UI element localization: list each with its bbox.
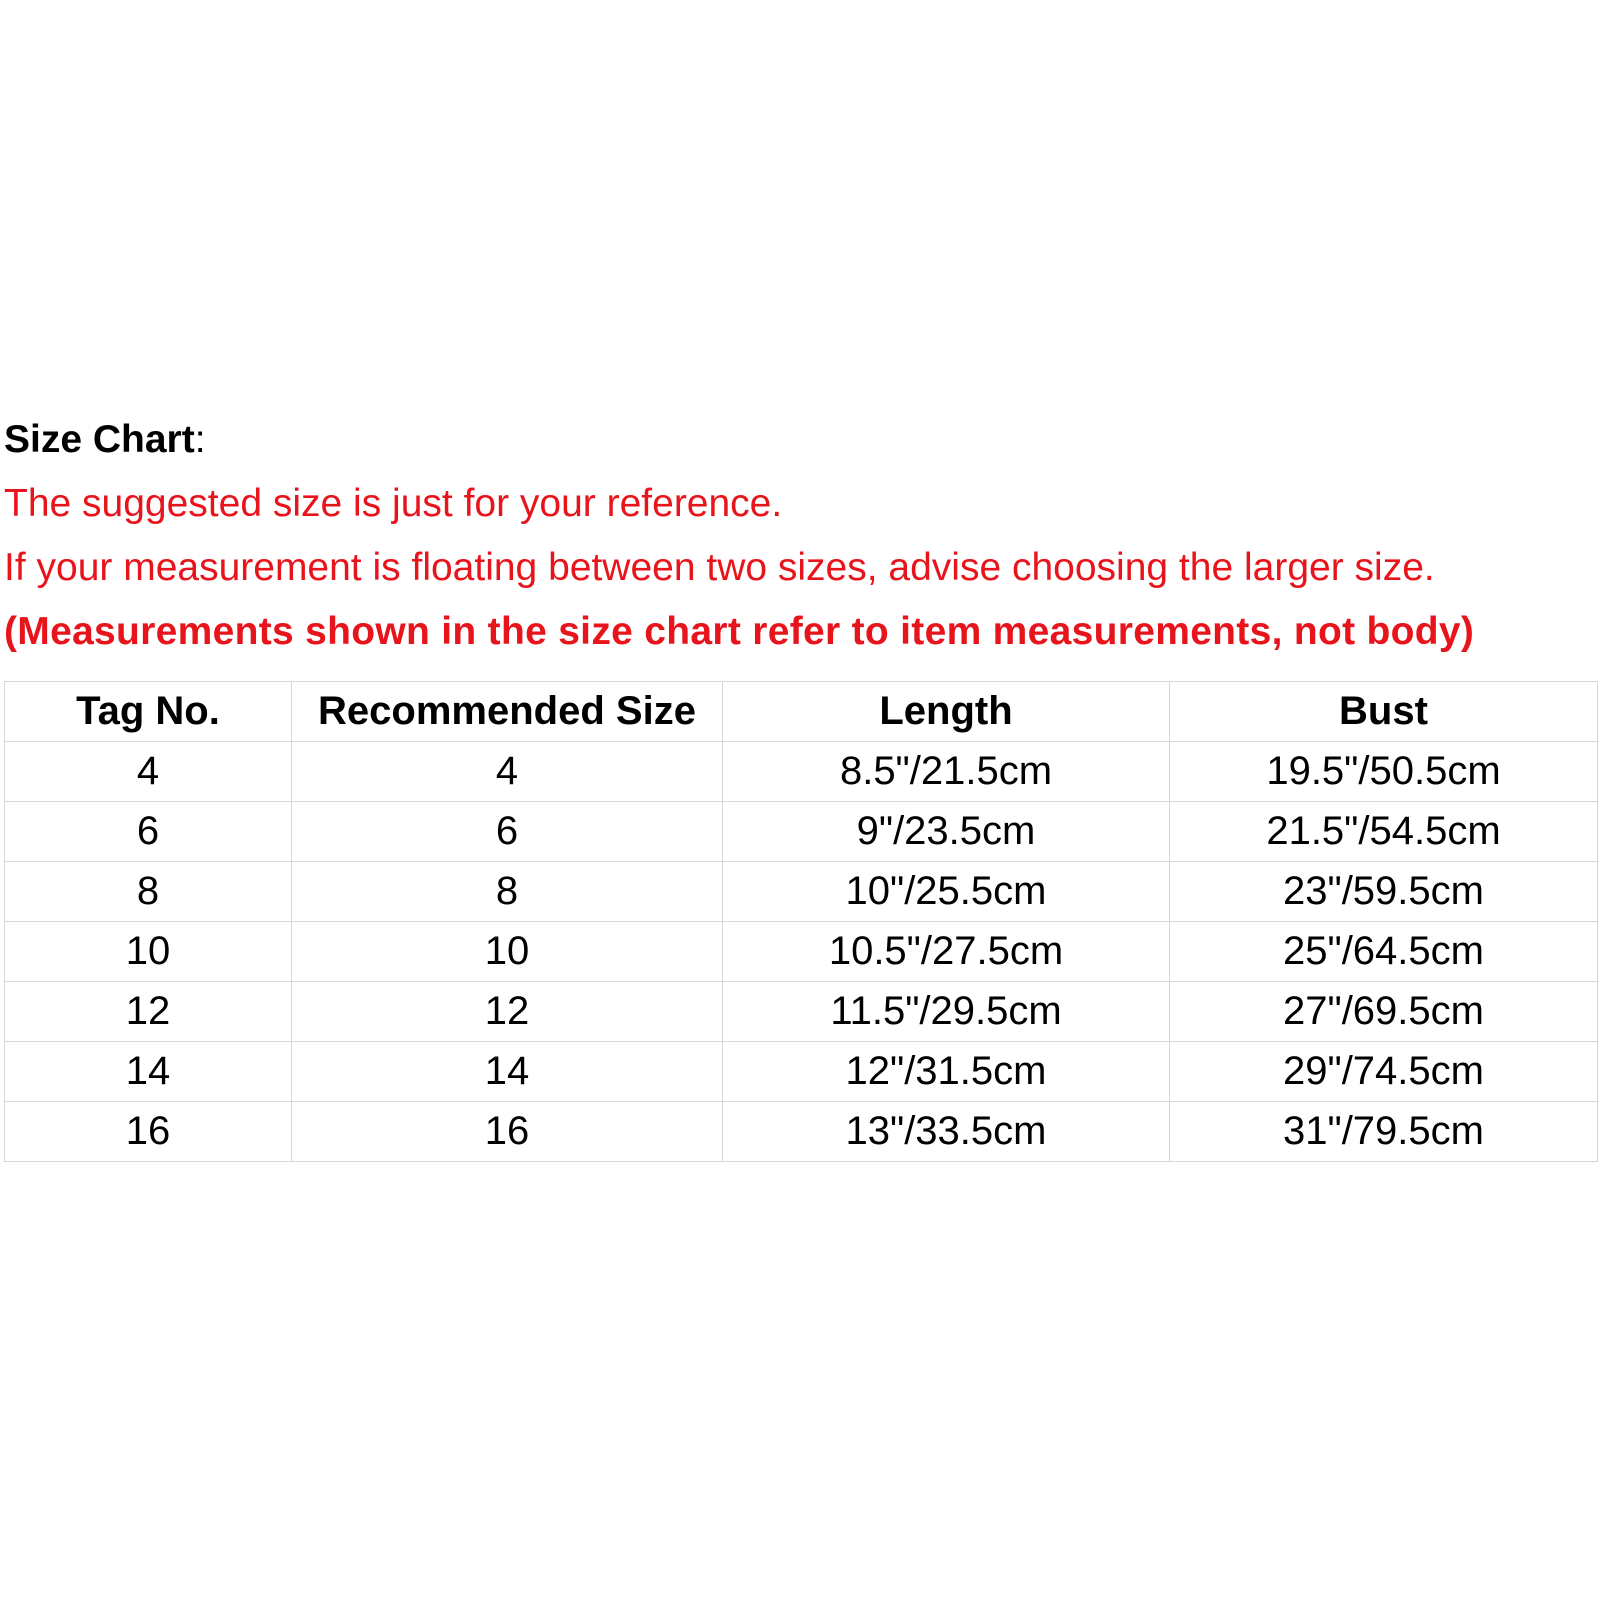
cell-length: 11.5"/29.5cm bbox=[723, 982, 1170, 1042]
cell-tag-no: 8 bbox=[5, 862, 292, 922]
cell-tag-no: 16 bbox=[5, 1102, 292, 1162]
page-title-text: Size Chart bbox=[4, 418, 195, 461]
page-title bbox=[4, 418, 1596, 462]
cell-bust: 27"/69.5cm bbox=[1170, 982, 1598, 1042]
table-header-row bbox=[5, 682, 1598, 742]
cell-bust: 31"/79.5cm bbox=[1170, 1102, 1598, 1162]
cell-recommended-size: 16 bbox=[292, 1102, 723, 1162]
header-bust: Bust bbox=[1170, 682, 1598, 742]
cell-bust: 21.5"/54.5cm bbox=[1170, 802, 1598, 862]
cell-length: 12"/31.5cm bbox=[723, 1042, 1170, 1102]
table-row bbox=[5, 1102, 1598, 1162]
cell-tag-no: 10 bbox=[5, 922, 292, 982]
header-length: Length bbox=[723, 682, 1170, 742]
cell-recommended-size: 8 bbox=[292, 862, 723, 922]
cell-recommended-size: 6 bbox=[292, 802, 723, 862]
cell-recommended-size: 10 bbox=[292, 922, 723, 982]
cell-recommended-size: 4 bbox=[292, 742, 723, 802]
cell-length: 8.5"/21.5cm bbox=[723, 742, 1170, 802]
table-row bbox=[5, 922, 1598, 982]
cell-bust: 23"/59.5cm bbox=[1170, 862, 1598, 922]
table-row bbox=[5, 802, 1598, 862]
table-row bbox=[5, 982, 1598, 1042]
header-recommended-size: Recommended Size bbox=[292, 682, 723, 742]
reference-note: The suggested size is just for your reference. bbox=[4, 482, 783, 525]
cell-length: 13"/33.5cm bbox=[723, 1102, 1170, 1162]
cell-length: 9"/23.5cm bbox=[723, 802, 1170, 862]
cell-tag-no: 12 bbox=[5, 982, 292, 1042]
cell-bust: 25"/64.5cm bbox=[1170, 922, 1598, 982]
sizing-advice-note: If your measurement is floating between two sizes, advise choosing the larger size. bbox=[4, 546, 1435, 589]
cell-bust: 29"/74.5cm bbox=[1170, 1042, 1598, 1102]
cell-bust: 19.5"/50.5cm bbox=[1170, 742, 1598, 802]
cell-tag-no: 14 bbox=[5, 1042, 292, 1102]
page-title-colon: : bbox=[194, 418, 206, 461]
cell-length: 10"/25.5cm bbox=[723, 862, 1170, 922]
measurement-disclaimer: (Measurements shown in the size chart refer to item measurements, not body) bbox=[4, 610, 1475, 653]
cell-recommended-size: 12 bbox=[292, 982, 723, 1042]
size-chart-intro bbox=[4, 418, 1596, 693]
table-row bbox=[5, 862, 1598, 922]
size-table bbox=[4, 681, 1598, 1162]
cell-tag-no: 4 bbox=[5, 742, 292, 802]
cell-length: 10.5"/27.5cm bbox=[723, 922, 1170, 982]
cell-tag-no: 6 bbox=[5, 802, 292, 862]
table-row bbox=[5, 1042, 1598, 1102]
table-row bbox=[5, 742, 1598, 802]
header-tag-no: Tag No. bbox=[5, 682, 292, 742]
cell-recommended-size: 14 bbox=[292, 1042, 723, 1102]
